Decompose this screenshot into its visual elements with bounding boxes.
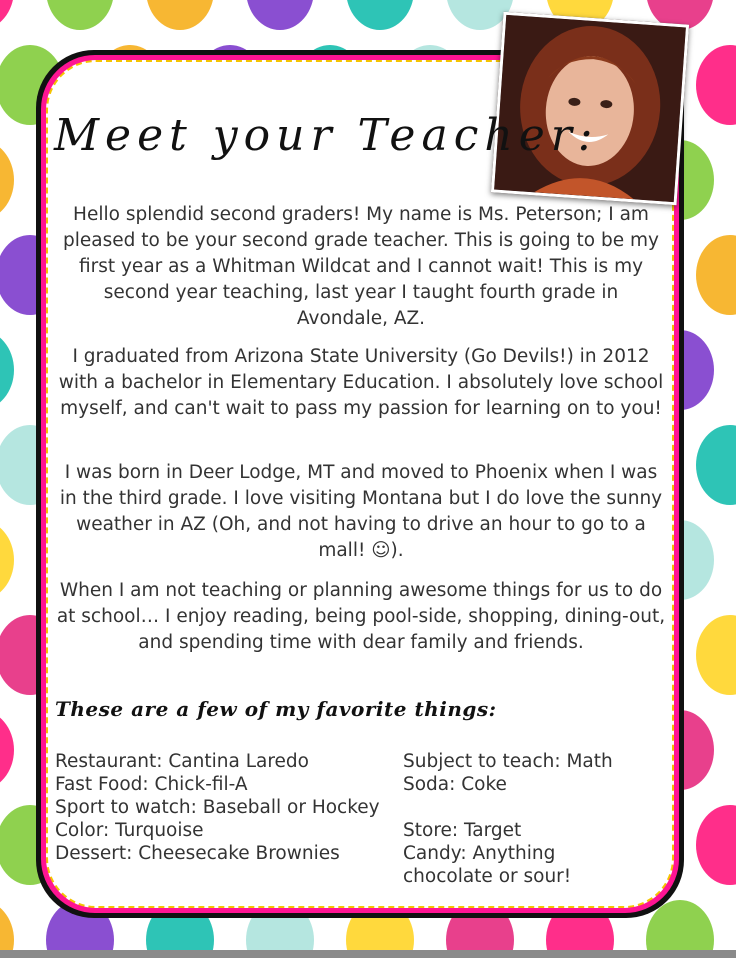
polka-dot <box>696 45 736 125</box>
favorite-item: Restaurant: Cantina Laredo <box>55 751 309 772</box>
polka-dot <box>696 425 736 505</box>
page-title: Meet your Teacher: <box>54 110 599 161</box>
favorites-heading: These are a few of my favorite things: <box>55 697 497 721</box>
background-paragraph: I was born in Deer Lodge, MT and moved to Phoenix when I was in the third grade. I love visiting Montana but I do love the sunny weather in AZ (Oh, and not having to drive an hour to go to a mall! ☺). <box>59 462 663 561</box>
polka-dot <box>0 0 14 30</box>
teacher-photo <box>491 12 689 206</box>
favorite-item: chocolate or sour! <box>403 866 572 887</box>
polka-dot <box>696 235 736 315</box>
favorite-item: Subject to teach: Math <box>403 751 613 772</box>
polka-dot <box>0 520 14 600</box>
page-bottom-edge <box>0 950 736 958</box>
polka-dot <box>696 615 736 695</box>
favorite-item: Dessert: Cheesecake Brownies <box>55 843 340 864</box>
polka-dot <box>696 805 736 885</box>
education-paragraph: I graduated from Arizona State University (Go Devils!) in 2012 with a bachelor in Elementary Education. I absolutely love school myself, and can't wait to pass my passion for learning on to you! <box>58 346 664 419</box>
polka-dot <box>146 0 214 30</box>
favorite-item: Soda: Coke <box>403 774 507 795</box>
polka-dot <box>0 140 14 220</box>
favorite-item: Candy: Anything <box>403 843 556 864</box>
teacher-portrait-icon <box>494 15 686 202</box>
polka-dot <box>346 0 414 30</box>
favorite-item: Color: Turquoise <box>55 820 204 841</box>
favorite-item: Store: Target <box>403 820 522 841</box>
intro-paragraph: Hello splendid second graders! My name is Ms. Peterson; I am pleased to be your second grade teacher. This is going to be my first year as a Whitman Wildcat and I cannot wait! This is my second year teaching, last year I taught fourth grade in Avondale, AZ. <box>63 204 659 329</box>
polka-dot <box>0 710 14 790</box>
polka-dot <box>246 0 314 30</box>
favorite-item: Sport to watch: Baseball or Hockey <box>55 797 380 818</box>
hobbies-paragraph: When I am not teaching or planning awesome things for us to do at school… I enjoy reading, being pool-side, shopping, dining-out, and spending time with dear family and friends. <box>56 580 666 653</box>
polka-dot <box>46 0 114 30</box>
polka-dot <box>0 330 14 410</box>
favorite-item: Fast Food: Chick-fil-A <box>55 774 248 795</box>
